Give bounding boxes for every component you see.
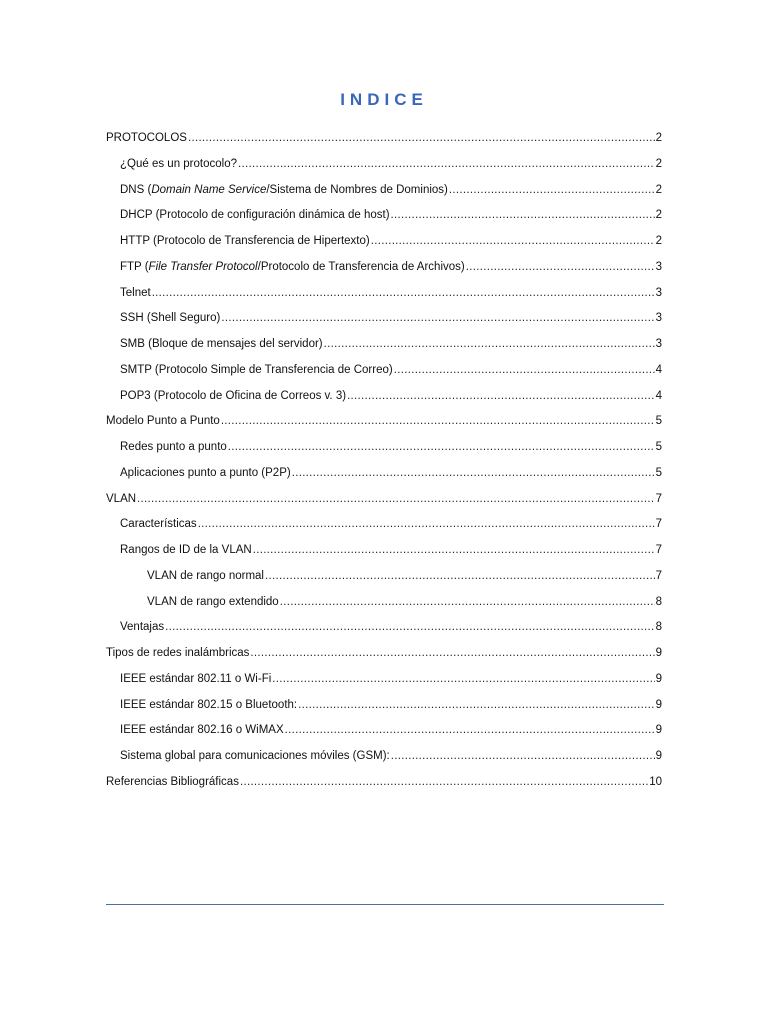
toc-page-number: 3 [655,260,662,273]
toc-page-number: 9 [655,672,662,685]
toc-page-number: 3 [655,286,662,299]
toc-entry-title-part: Características [120,518,197,531]
dot-leader [466,259,655,275]
toc-entry-title-part: IEEE estándar 802.16 o WiMAX [120,724,284,737]
toc-entry-title [106,491,136,507]
toc-entry-title [120,542,252,558]
dot-leader [324,336,655,352]
toc-entry[interactable] [120,207,662,223]
toc-entry[interactable] [120,336,662,352]
toc-entry[interactable] [106,774,662,790]
toc-entry[interactable] [120,233,662,249]
toc-entry-title-part: Ventajas [120,621,165,634]
toc-page-number: 7 [655,518,662,531]
toc-entry-title-part: IEEE estándar 802.15 o Bluetooth: [120,698,298,711]
toc-entry-title [120,156,237,172]
toc-entry-title-part: /Sistema de Nombres de Dominios) [266,183,448,196]
toc-entry-title [120,362,393,378]
toc-page-number: 3 [655,338,662,350]
dot-leader [165,619,654,635]
toc-entry-title [120,285,151,301]
toc-entry-title [106,130,187,146]
toc-page-number: 2 [655,235,662,247]
dot-leader [391,748,655,764]
toc-entry-title-part: Sistema global para comunicaciones móviles (GSM): [120,750,390,762]
footer-divider [106,904,664,905]
toc-entry[interactable] [120,388,662,404]
toc-entry-title-part: IEEE estándar 802.11 o Wi-Fi [120,672,272,685]
toc-entry-title-part: DNS ( [120,183,152,196]
toc-entry-title [106,413,220,429]
toc-entry[interactable] [147,568,662,584]
dot-leader [198,516,655,532]
toc-entry-title-part: ¿Qué es un protocolo? [120,157,237,170]
toc-entry[interactable] [120,465,662,481]
dot-leader [240,774,648,790]
toc-entry[interactable] [120,362,662,378]
toc-entry-title [120,310,220,326]
toc-entry-title-part: POP3 (Protocolo de Oficina de Correos v. 3) [120,389,347,402]
dot-leader [449,182,655,198]
toc-entry-title-part: HTTP (Protocolo de Transferencia de Hipertexto) [120,235,370,247]
dot-leader [265,568,655,584]
toc-entry[interactable] [120,259,662,275]
toc-entry-title [120,388,346,404]
dot-leader [137,491,655,507]
toc-entry[interactable] [120,516,662,532]
toc-entry-title [120,619,164,635]
toc-entry[interactable] [120,310,662,326]
toc-page-number: 2 [655,132,662,144]
toc-entry-title-italic: File Transfer Protocol [148,260,258,273]
toc-entry-title-part: SMB (Bloque de mensajes del servidor) [120,338,323,350]
toc-entry-title [120,722,284,738]
toc-entry-title-italic: Domain Name Service [151,183,267,196]
toc-entry-title-part: Telnet [120,286,151,299]
toc-page-number: 5 [655,466,662,479]
toc-page-number: 2 [655,209,662,222]
dot-leader [347,388,655,404]
toc-entry[interactable] [120,182,662,198]
toc-entry-title-part: PROTOCOLOS [106,132,187,144]
toc-entry-title-part: Modelo Punto a Punto [106,415,220,428]
toc-page-number: 9 [655,724,662,737]
toc-entry-title-part: VLAN de rango normal [147,569,264,582]
toc-entry-title [120,439,227,455]
toc-entry[interactable] [120,748,662,764]
toc-entry-title [106,645,249,661]
dot-leader [292,465,655,481]
toc-page-number: 4 [655,363,662,376]
toc-entry-title [120,697,297,713]
dot-leader [394,362,655,378]
toc-entry-title-part: Rangos de ID de la VLAN [120,544,252,556]
toc-entry-title [120,207,390,223]
toc-entry[interactable] [147,594,662,610]
toc-page-number: 9 [655,698,662,711]
dot-leader [188,130,655,146]
toc-entry-title-part: VLAN de rango extendido [147,595,279,608]
toc-page-number: 8 [655,595,662,608]
toc-entry-title-part: DHCP (Protocolo de configuración dinámica de host) [120,209,390,222]
dot-leader [221,413,655,429]
toc-page-number: 7 [655,544,662,556]
toc-entry-title-part: Referencias Bibliográficas [106,775,239,788]
toc-entry-title [120,233,370,249]
dot-leader [391,207,655,223]
dot-leader [238,156,655,172]
toc-entry-title [147,594,279,610]
dot-leader [280,594,655,610]
toc-entry-title [120,516,197,532]
toc-page-number: 5 [655,415,662,428]
toc-entry-title-part: SSH (Shell Seguro) [120,312,221,325]
toc-entry-title-part: /Protocolo de Transferencia de Archivos) [257,260,465,273]
toc-entry-title [120,748,390,764]
toc-page-number: 7 [655,492,662,505]
dot-leader [272,671,654,687]
toc-entry-title [120,671,271,687]
toc-entry-title-part: FTP ( [120,260,149,273]
toc-page-number: 4 [655,389,662,402]
dot-leader [152,285,655,301]
toc-entry-title [147,568,264,584]
toc-entry[interactable] [106,491,662,507]
toc-page-number: 8 [655,621,662,634]
toc-page-number: 2 [655,157,662,170]
toc-entry[interactable] [106,413,662,429]
toc-entry-title [120,336,323,352]
dot-leader [298,697,654,713]
toc-entry[interactable] [120,619,662,635]
toc-entry[interactable] [120,697,662,713]
toc-entry-title-part: Tipos de redes inalámbricas [106,647,250,659]
toc-entry[interactable] [120,671,662,687]
toc-entry-title [106,774,239,790]
toc-entry[interactable] [106,130,662,146]
toc-entry-title [120,259,465,275]
dot-leader [228,439,655,455]
toc-page-number: 3 [655,312,662,325]
toc-entry-title-part: Aplicaciones punto a punto (P2P) [120,466,291,479]
toc-entry-title [120,182,448,198]
dot-leader [371,233,655,249]
toc-page-number: 5 [655,441,662,453]
dot-leader [285,722,655,738]
dot-leader [253,542,655,558]
toc-page-number: 2 [655,183,662,196]
toc-entry[interactable] [120,285,662,301]
toc-entry-title-part: SMTP (Protocolo Simple de Transferencia de Correo) [120,363,393,376]
toc-page-number: 7 [655,569,662,582]
toc-entry[interactable] [120,439,662,455]
toc-page-number: 10 [649,775,662,788]
toc-entry[interactable] [120,542,662,558]
toc-entry-title-part: Redes punto a punto [120,441,227,453]
toc-page-number: 9 [655,647,662,659]
toc-entry[interactable] [120,156,662,172]
page-title: INDICE [340,90,428,109]
toc-page-number: 9 [655,750,662,762]
toc-entry[interactable] [106,645,662,661]
toc-entry-title-part: VLAN [106,492,137,505]
dot-leader [221,310,654,326]
toc-entry-title [120,465,291,481]
dot-leader [250,645,654,661]
toc-entry[interactable] [120,722,662,738]
